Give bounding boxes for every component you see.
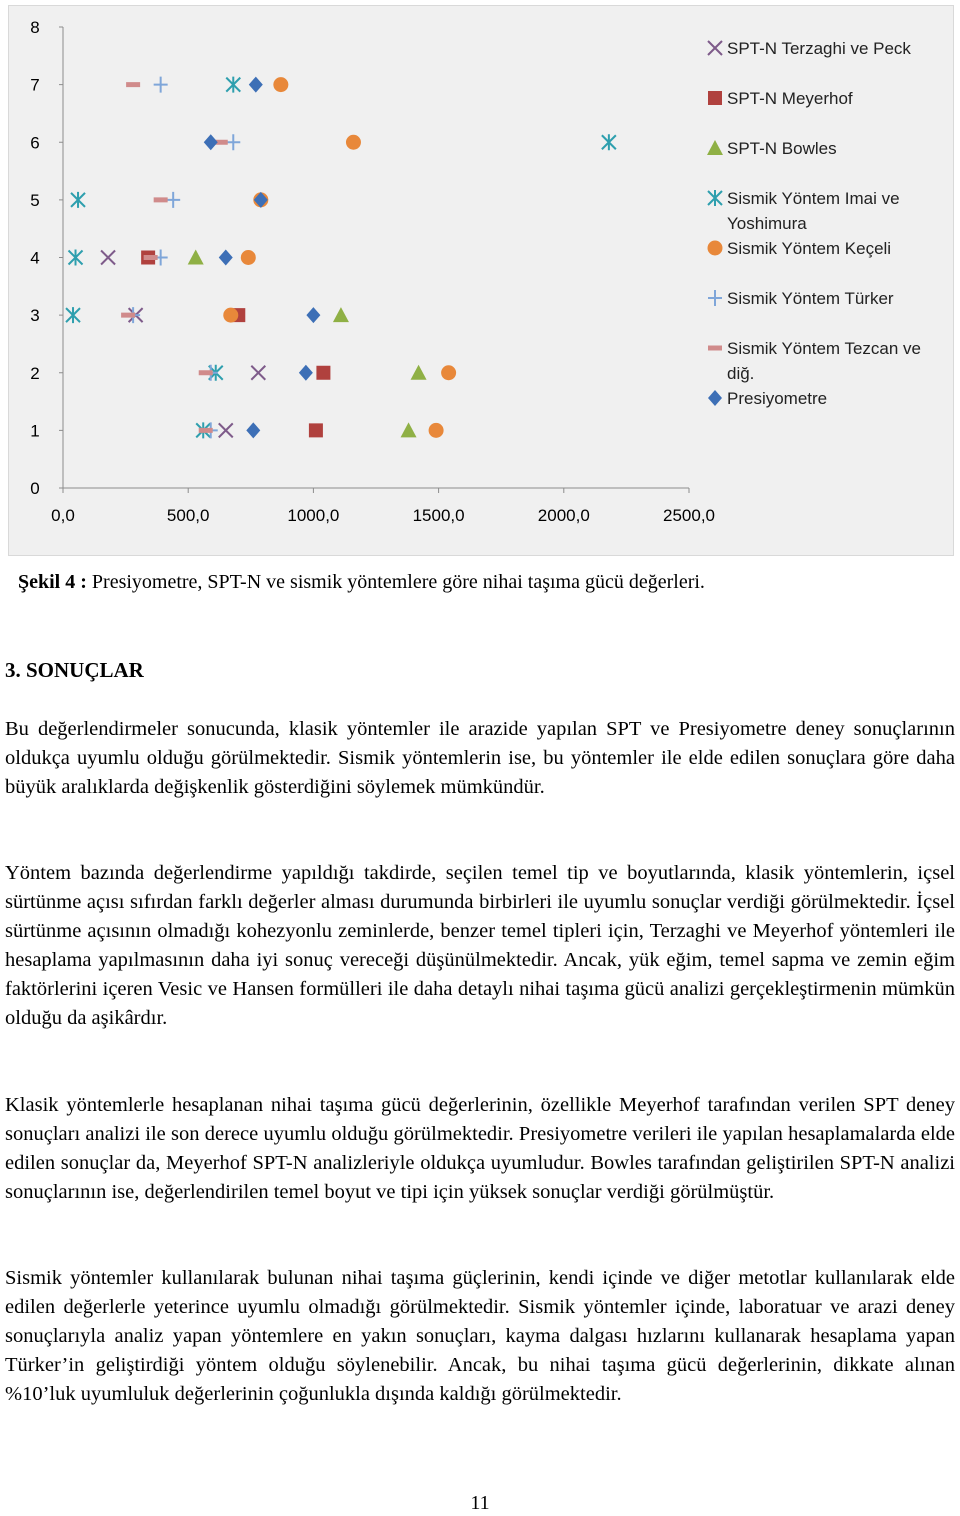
y-tick-label: 3: [30, 306, 40, 326]
data-point-s4-5: [346, 135, 361, 150]
paragraph-3: Klasik yöntemlerle hesaplanan nihai taşıma gücü değerlerinin, özellikle Meyerhof tarafından verilen SPT deney sonuçları analizi ile son derece uyumlu olduğu görülmektedir. Presiyometre verileri ile yapılan hesaplamalarda elde edilen sonuçlar da, Meyerhof SPT-N analizleriyle oldukça uyumludur. Bowles tarafından geliştirilen SPT-N analizi sonuçlarının ise, değerlendirilen temel boyut ve tipi için yüksek sonuçlar verdiği görülmüştür.: [5, 1094, 955, 1203]
legend-marker-2: [707, 140, 723, 155]
data-point-s2-1: [411, 365, 427, 380]
legend-label-5: Sismik Yöntem Türker: [727, 289, 894, 308]
y-tick-label: 0: [30, 479, 40, 498]
data-point-s4-6: [273, 77, 288, 92]
data-point-s6-4: [154, 197, 168, 202]
data-point-s3-2: [66, 307, 80, 323]
x-tick-label: 1500,0: [412, 506, 465, 525]
data-point-s3-3: [69, 250, 83, 266]
data-point-s4-0: [429, 423, 444, 438]
data-point-s0-3: [101, 251, 115, 265]
data-point-s5-6: [154, 77, 168, 93]
legend-marker-3: [708, 190, 722, 206]
data-point-s6-1: [199, 370, 213, 375]
data-point-s7-3: [219, 250, 233, 266]
legend-label-6: diğ.: [727, 364, 755, 383]
caption-label: Şekil 4 :: [18, 571, 87, 593]
data-point-s1-0: [309, 423, 323, 437]
data-point-s7-6: [249, 77, 263, 93]
legend-marker-6: [708, 346, 722, 351]
figure-caption: [18, 571, 705, 594]
data-point-s1-1: [316, 366, 330, 380]
legend-marker-7: [708, 390, 722, 406]
data-point-s2-3: [188, 250, 204, 265]
legend-label-3: Yoshimura: [727, 214, 807, 233]
data-point-s4-2: [223, 308, 238, 323]
y-tick-label: 8: [30, 18, 40, 37]
data-point-s7-5: [204, 134, 218, 150]
data-point-s6-2: [121, 313, 135, 318]
paragraph-4: Sismik yöntemler kullanılarak bulunan nihai taşıma güçlerinin, kendi içinde ve diğer metotlar kullanılarak elde edilen değerlerle yeterince uyumlu olmadığı görülmektedir. Sismik yöntemler içinde, laboratuar ve arazi deney sonuçlarıyla analiz yapan yöntemlere en yakın sonuçları, kayma dalgası hızlarını kullanarak hesaplama yapan Türker’in geliştirdiği yöntem olduğu söylenebilir. Ancak, bu nihai taşıma gücü değerlerinin, dikkate alınan %10’luk uyumluluk değerlerinin çoğunlukla dışında kaldığı görülmektedir.: [5, 1267, 955, 1405]
paragraph-1: Bu değerlendirmeler sonucunda, klasik yöntemler ile arazide yapılan SPT ve Presiyometre deney sonuçlarının oldukça uyumlu olduğu görülmektedir. Sismik yöntemlerin ise, bu yöntemler ile elde edilen sonuçlara göre daha büyük aralıklarda değişkenlik gösterdiğini söylemek mümkündür.: [5, 718, 955, 798]
x-tick-label: 0,0: [51, 506, 75, 525]
data-point-s5-4: [166, 192, 180, 208]
data-point-s3-6: [226, 77, 240, 93]
data-point-s6-3: [144, 255, 158, 260]
data-point-s4-1: [441, 365, 456, 380]
data-point-s0-0: [219, 423, 233, 437]
legend-label-4: Sismik Yöntem Keçeli: [727, 239, 892, 258]
legend-marker-4: [708, 241, 723, 256]
data-point-s6-0: [199, 428, 213, 433]
y-tick-label: 2: [30, 363, 40, 383]
data-point-s7-1: [299, 365, 313, 381]
legend-label-3: Sismik Yöntem Imai ve: [727, 189, 900, 208]
section-heading: 3. SONUÇLAR: [5, 658, 144, 682]
scatter-chart: [8, 5, 954, 556]
data-point-s7-0: [246, 422, 260, 438]
data-point-s2-2: [333, 307, 349, 322]
data-point-s3-5: [602, 134, 616, 150]
x-tick-label: 1000,0: [287, 506, 340, 525]
data-point-s4-3: [241, 250, 256, 265]
data-point-s3-4: [71, 192, 85, 208]
x-tick-label: 2500,0: [663, 506, 715, 525]
legend-label-7: Presiyometre: [727, 389, 828, 408]
data-point-s6-6: [126, 82, 140, 87]
x-tick-label: 2000,0: [537, 506, 590, 525]
data-point-s2-0: [401, 422, 417, 437]
legend-label-6: Sismik Yöntem Tezcan ve: [727, 339, 922, 358]
chart-svg: [9, 6, 955, 557]
paragraph-2: Yöntem bazında değerlendirme yapıldığı takdirde, seçilen temel tip ve boyutlarında, klasik yöntemlerin, içsel sürtünme açısı sıfırdan farklı değerler alması durumunda birbirleri ile uyumlu sonuçlar verdiği görülmektedir. İçsel sürtünme açısının olmadığı kohezyonlu zeminlerde, benzer temel tipleri için, Terzaghi ve Meyerhof yöntemleri ile hesaplama yapılmasının daha iyi sonuç vereceği düşünülmektedir. Ancak, yük eğim, temel sapma ve zemin eğim faktörlerini içeren Vesic ve Hansen formülleri ile daha detaylı nihai taşıma gücü analizi gerçekleştirmenin mümkün olduğu da aşikârdır.: [5, 862, 955, 1029]
caption-text: Presiyometre, SPT-N ve sismik yöntemlere göre nihai taşıma gücü değerleri.: [91, 571, 705, 593]
legend-marker-0: [708, 41, 722, 55]
y-tick-label: 7: [30, 75, 40, 95]
legend-label-2: SPT-N Bowles: [727, 139, 837, 158]
legend-marker-5: [708, 290, 722, 306]
data-point-s0-1: [251, 366, 265, 380]
legend-label-1: SPT-N Meyerhof: [727, 89, 853, 108]
data-point-s5-5: [226, 134, 240, 150]
y-tick-label: 4: [30, 248, 40, 268]
x-tick-label: 500,0: [166, 506, 210, 525]
y-tick-label: 1: [30, 421, 40, 441]
legend-label-0: SPT-N Terzaghi ve Peck: [727, 39, 911, 58]
y-tick-label: 5: [30, 190, 40, 210]
page-number: 11: [470, 1492, 490, 1514]
legend-marker-1: [708, 91, 722, 105]
data-point-s7-2: [306, 307, 320, 323]
y-tick-label: 6: [30, 133, 40, 153]
